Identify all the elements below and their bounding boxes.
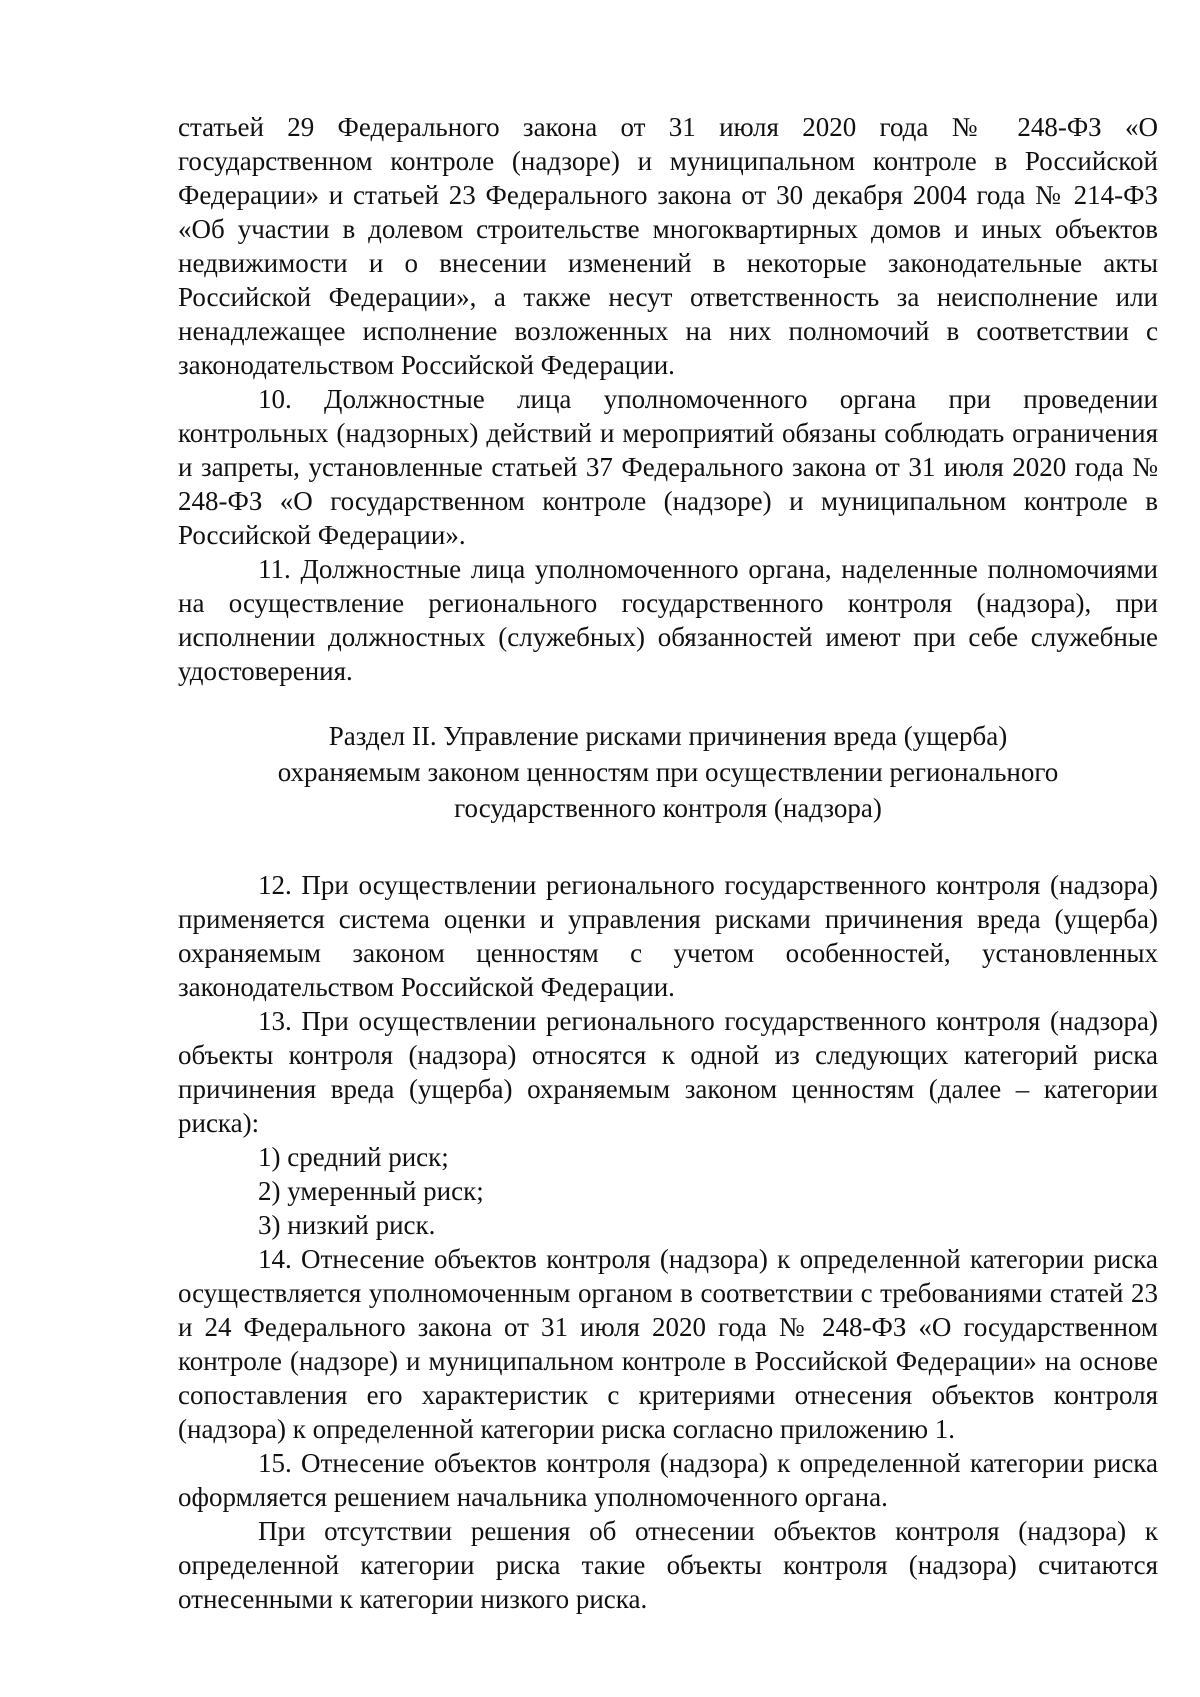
paragraph-11: 11. Должностные лица уполномоченного органа, наделенные полномочиями на осуществление регионального государственного контроля (надзора), при исполнении должностных (служебных) обязанностей имеют при себе служебные удостоверения. xyxy=(178,554,1158,686)
paragraph-14: 14. Отнесение объектов контроля (надзора) к определенной категории риска осуществляется уполномоченным органом в соответствии с требованиями статей 23 и 24 Федерального закона от 31 июля 2020 года № 248-ФЗ «О государственном контроле (надзоре) и муниципальном контроле в Российской Федерации» на основе сопоставления его характеристик с критериями отнесения объектов контроля (надзора) к определенной категории риска согласно приложению 1. xyxy=(178,1244,1158,1444)
paragraph-continuation: статьей 29 Федерального закона от 31 июля 2020 года № 248-ФЗ «О государственном контроле (надзоре) и муниципальном контроле в Российской Федерации» и статьей 23 Федерального закона от 30 декабря 2004 года № 214-ФЗ «Об участии в долевом строительстве многоквартирных домов и иных объектов недвижимости и о внесении изменений в некоторые законодательные акты Российской Федерации», а также несут ответственность за неисполнение или ненадлежащее исполнение возложенных на них полномочий в соответствии с законодательством Российской Федерации. xyxy=(178,112,1158,380)
paragraph-15: 15. Отнесение объектов контроля (надзора) к определенной категории риска оформляется решением начальника уполномоченного органа. xyxy=(178,1448,1158,1512)
paragraph-13: 13. При осуществлении регионального государственного контроля (надзора) объекты контроля (надзора) относятся к одной из следующих категорий риска причинения вреда (ущерба) охраняемым законом ценностям (далее – категории риска): xyxy=(178,1006,1158,1138)
paragraph-12: 12. При осуществлении регионального государственного контроля (надзора) применяется система оценки и управления рисками причинения вреда (ущерба) охраняемым законом ценностям с учетом особенностей, установленных законодательством Российской Федерации. xyxy=(178,870,1158,1002)
section-heading-line-3: государственного контроля (надзора) xyxy=(454,793,882,823)
section-heading-line-1: Раздел II. Управление рисками причинения вреда (ущерба) xyxy=(328,721,1008,751)
section-heading-line-2: охраняемым законом ценностям при осуществлении регионального xyxy=(277,757,1059,787)
document-body xyxy=(178,110,1158,1616)
list-item-risk-low: 3) низкий риск. xyxy=(258,1210,436,1240)
list-item-risk-medium: 1) средний риск; xyxy=(258,1142,449,1172)
list-item-risk-moderate: 2) умеренный риск; xyxy=(258,1176,484,1206)
section-heading xyxy=(178,718,1158,826)
paragraph-10: 10. Должностные лица уполномоченного органа при проведении контрольных (надзорных) действий и мероприятий обязаны соблюдать ограничения и запреты, установленные статьей 37 Федерального закона от 31 июля 2020 года № 248-ФЗ «О государственном контроле (надзоре) и муниципальном контроле в Российской Федерации». xyxy=(178,384,1158,550)
paragraph-15-continuation: При отсутствии решения об отнесении объектов контроля (надзора) к определенной категории риска такие объекты контроля (надзора) считаются отнесенными к категории низкого риска. xyxy=(178,1516,1158,1614)
